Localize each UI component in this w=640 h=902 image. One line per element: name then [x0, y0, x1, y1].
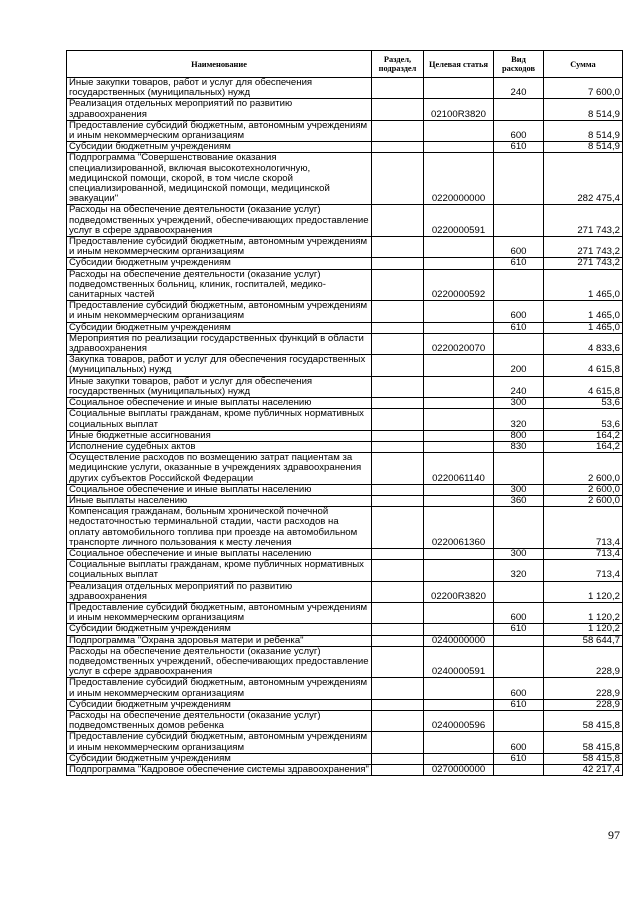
cell-sum: 713,4	[544, 560, 623, 581]
cell-target: 02200R3820	[424, 581, 494, 602]
cell-name: Подпрограмма "Совершенствование оказания специализированной, включая высокотехнологичную, медицинской помощи, скорой, в том числе скорой специализированной, медицинской помощи, медицинской эвакуации"	[67, 153, 372, 205]
cell-type: 240	[494, 376, 544, 397]
cell-sum: 58 644,7	[544, 635, 623, 646]
cell-target	[424, 120, 494, 141]
cell-name: Предоставление субсидий бюджетным, автономным учреждениям и иным некоммерческим организациям	[67, 732, 372, 753]
table-row	[67, 153, 623, 205]
cell-type	[494, 333, 544, 354]
cell-name: Субсидии бюджетным учреждениям	[67, 142, 372, 153]
table-row	[67, 602, 623, 623]
cell-type: 800	[494, 430, 544, 441]
cell-target	[424, 409, 494, 430]
table-row	[67, 355, 623, 376]
cell-target	[424, 430, 494, 441]
cell-sum: 164,2	[544, 441, 623, 452]
table-row	[67, 78, 623, 99]
cell-name: Расходы на обеспечение деятельности (оказание услуг) подведомственных больниц, клиник, госпиталей, медико-санитарных частей	[67, 269, 372, 301]
cell-sum: 713,4	[544, 507, 623, 549]
cell-type	[494, 99, 544, 120]
cell-name: Подпрограмма "Охрана здоровья матери и ребенка"	[67, 635, 372, 646]
cell-section	[372, 678, 424, 699]
cell-section	[372, 430, 424, 441]
cell-section	[372, 732, 424, 753]
table-row	[67, 409, 623, 430]
cell-type: 600	[494, 237, 544, 258]
cell-section	[372, 699, 424, 710]
page-number: 97	[608, 828, 620, 842]
cell-section	[372, 710, 424, 731]
cell-target: 0220000591	[424, 205, 494, 237]
cell-name: Расходы на обеспечение деятельности (оказание услуг) подведомственных домов ребенка	[67, 710, 372, 731]
cell-type: 610	[494, 142, 544, 153]
cell-section	[372, 258, 424, 269]
cell-sum: 4 615,8	[544, 355, 623, 376]
cell-name: Компенсация гражданам, больным хронической почечной недостаточностью терминальной стадии, части расходов на оплату автомобильного топлива при проезде на автомобильном транспорте личного пользования к месту лечения	[67, 507, 372, 549]
cell-section	[372, 624, 424, 635]
table-row	[67, 548, 623, 559]
cell-target	[424, 753, 494, 764]
cell-type: 320	[494, 409, 544, 430]
cell-section	[372, 376, 424, 397]
cell-name: Реализация отдельных мероприятий по развитию здравоохранения	[67, 581, 372, 602]
cell-section	[372, 398, 424, 409]
cell-sum: 8 514,9	[544, 142, 623, 153]
table-row	[67, 120, 623, 141]
cell-section	[372, 560, 424, 581]
cell-sum: 228,9	[544, 678, 623, 699]
table-row	[67, 301, 623, 322]
cell-target: 0240000596	[424, 710, 494, 731]
table-row	[67, 495, 623, 506]
cell-name: Субсидии бюджетным учреждениям	[67, 699, 372, 710]
cell-target: 0220061140	[424, 453, 494, 485]
table-row	[67, 753, 623, 764]
cell-target	[424, 548, 494, 559]
cell-sum: 8 514,9	[544, 120, 623, 141]
cell-type: 610	[494, 258, 544, 269]
table-row	[67, 453, 623, 485]
cell-target	[424, 142, 494, 153]
cell-name: Иные бюджетные ассигнования	[67, 430, 372, 441]
cell-sum: 7 600,0	[544, 78, 623, 99]
cell-section	[372, 581, 424, 602]
cell-sum: 713,4	[544, 548, 623, 559]
cell-section	[372, 142, 424, 153]
header-section: Раздел, подраздел	[372, 51, 424, 78]
cell-sum: 2 600,0	[544, 484, 623, 495]
cell-target: 0220000000	[424, 153, 494, 205]
cell-type	[494, 710, 544, 731]
header-row	[67, 51, 623, 78]
cell-type: 610	[494, 699, 544, 710]
table-row	[67, 699, 623, 710]
cell-type: 600	[494, 301, 544, 322]
cell-type	[494, 635, 544, 646]
cell-target	[424, 560, 494, 581]
cell-section	[372, 646, 424, 678]
header-name: Наименование	[67, 51, 372, 78]
table-row	[67, 258, 623, 269]
cell-target	[424, 678, 494, 699]
cell-type: 600	[494, 732, 544, 753]
cell-sum: 1 120,2	[544, 581, 623, 602]
cell-target	[424, 441, 494, 452]
cell-section	[372, 205, 424, 237]
cell-type: 610	[494, 624, 544, 635]
cell-name: Социальное обеспечение и иные выплаты населению	[67, 548, 372, 559]
cell-target: 0220061360	[424, 507, 494, 549]
cell-section	[372, 765, 424, 776]
cell-section	[372, 322, 424, 333]
cell-sum: 271 743,2	[544, 237, 623, 258]
cell-name: Закупка товаров, работ и услуг для обеспечения государственных (муниципальных) нужд	[67, 355, 372, 376]
cell-name: Субсидии бюджетным учреждениям	[67, 624, 372, 635]
table-row	[67, 765, 623, 776]
cell-sum: 1 465,0	[544, 269, 623, 301]
cell-section	[372, 507, 424, 549]
cell-type: 300	[494, 398, 544, 409]
cell-section	[372, 753, 424, 764]
cell-target	[424, 322, 494, 333]
cell-type	[494, 205, 544, 237]
cell-target: 0240000000	[424, 635, 494, 646]
cell-name: Иные закупки товаров, работ и услуг для обеспечения государственных (муниципальных) нужд	[67, 78, 372, 99]
cell-name: Субсидии бюджетным учреждениям	[67, 258, 372, 269]
cell-sum: 53,6	[544, 409, 623, 430]
cell-section	[372, 78, 424, 99]
table-row	[67, 678, 623, 699]
cell-name: Иные закупки товаров, работ и услуг для обеспечения государственных (муниципальных) нужд	[67, 376, 372, 397]
cell-target: 0220000592	[424, 269, 494, 301]
cell-type: 300	[494, 548, 544, 559]
table-row	[67, 635, 623, 646]
budget-table	[66, 50, 623, 776]
cell-type	[494, 269, 544, 301]
table-row	[67, 99, 623, 120]
cell-type: 610	[494, 322, 544, 333]
cell-section	[372, 409, 424, 430]
cell-section	[372, 269, 424, 301]
cell-name: Реализация отдельных мероприятий по развитию здравоохранения	[67, 99, 372, 120]
table-body	[67, 78, 623, 776]
cell-target	[424, 699, 494, 710]
cell-sum: 1 465,0	[544, 301, 623, 322]
cell-sum: 58 415,8	[544, 710, 623, 731]
cell-type: 600	[494, 678, 544, 699]
cell-section	[372, 484, 424, 495]
cell-sum: 8 514,9	[544, 99, 623, 120]
cell-name: Предоставление субсидий бюджетным, автономным учреждениям и иным некоммерческим организациям	[67, 678, 372, 699]
cell-type: 240	[494, 78, 544, 99]
cell-name: Социальное обеспечение и иные выплаты населению	[67, 484, 372, 495]
cell-type: 360	[494, 495, 544, 506]
cell-section	[372, 120, 424, 141]
cell-name: Субсидии бюджетным учреждениям	[67, 753, 372, 764]
cell-target	[424, 301, 494, 322]
cell-sum: 282 475,4	[544, 153, 623, 205]
cell-type	[494, 765, 544, 776]
cell-sum: 2 600,0	[544, 453, 623, 485]
cell-section	[372, 355, 424, 376]
cell-target: 02100R3820	[424, 99, 494, 120]
cell-target	[424, 237, 494, 258]
table-header	[67, 51, 623, 78]
table-row	[67, 430, 623, 441]
cell-sum: 228,9	[544, 646, 623, 678]
table-row	[67, 507, 623, 549]
table-row	[67, 646, 623, 678]
cell-section	[372, 99, 424, 120]
cell-target: 0220020070	[424, 333, 494, 354]
table-row	[67, 333, 623, 354]
cell-type: 600	[494, 120, 544, 141]
cell-type: 600	[494, 602, 544, 623]
table-row	[67, 398, 623, 409]
cell-sum: 228,9	[544, 699, 623, 710]
cell-sum: 4 615,8	[544, 376, 623, 397]
table-row	[67, 560, 623, 581]
cell-target: 0270000000	[424, 765, 494, 776]
cell-name: Расходы на обеспечение деятельности (оказание услуг) подведомственных учреждений, обеспечивающих предоставление услуг в сфере здравоохранения	[67, 205, 372, 237]
cell-sum: 1 120,2	[544, 602, 623, 623]
cell-section	[372, 548, 424, 559]
cell-section	[372, 602, 424, 623]
cell-target	[424, 602, 494, 623]
cell-name: Социальное обеспечение и иные выплаты населению	[67, 398, 372, 409]
cell-name: Предоставление субсидий бюджетным, автономным учреждениям и иным некоммерческим организациям	[67, 120, 372, 141]
table-row	[67, 142, 623, 153]
cell-type	[494, 581, 544, 602]
cell-name: Подпрограмма "Кадровое обеспечение системы здравоохранения"	[67, 765, 372, 776]
cell-section	[372, 441, 424, 452]
cell-name: Социальные выплаты гражданам, кроме публичных нормативных социальных выплат	[67, 409, 372, 430]
cell-name: Социальные выплаты гражданам, кроме публичных нормативных социальных выплат	[67, 560, 372, 581]
cell-sum: 53,6	[544, 398, 623, 409]
cell-type: 830	[494, 441, 544, 452]
cell-type	[494, 453, 544, 485]
cell-sum: 4 833,6	[544, 333, 623, 354]
cell-sum: 271 743,2	[544, 205, 623, 237]
cell-section	[372, 495, 424, 506]
cell-type: 320	[494, 560, 544, 581]
cell-name: Расходы на обеспечение деятельности (оказание услуг) подведомственных учреждений, обеспечивающих предоставление услуг в сфере здравоохранения	[67, 646, 372, 678]
cell-section	[372, 333, 424, 354]
cell-target	[424, 376, 494, 397]
cell-name: Субсидии бюджетным учреждениям	[67, 322, 372, 333]
cell-type: 200	[494, 355, 544, 376]
cell-name: Осуществление расходов по возмещению затрат пациентам за медицинские услуги, оказанные в учреждениях здравоохранения других субъектов Российской Федерации	[67, 453, 372, 485]
cell-name: Предоставление субсидий бюджетным, автономным учреждениям и иным некоммерческим организациям	[67, 237, 372, 258]
cell-type	[494, 507, 544, 549]
cell-sum: 58 415,8	[544, 753, 623, 764]
cell-name: Исполнение судебных актов	[67, 441, 372, 452]
cell-target	[424, 624, 494, 635]
table-row	[67, 710, 623, 731]
table-row	[67, 484, 623, 495]
cell-target	[424, 484, 494, 495]
cell-type: 300	[494, 484, 544, 495]
cell-type: 610	[494, 753, 544, 764]
cell-sum: 164,2	[544, 430, 623, 441]
cell-sum: 1 120,2	[544, 624, 623, 635]
cell-type	[494, 153, 544, 205]
cell-section	[372, 153, 424, 205]
cell-name: Предоставление субсидий бюджетным, автономным учреждениям и иным некоммерческим организациям	[67, 301, 372, 322]
cell-sum: 42 217,4	[544, 765, 623, 776]
table-row	[67, 624, 623, 635]
cell-name: Предоставление субсидий бюджетным, автономным учреждениям и иным некоммерческим организациям	[67, 602, 372, 623]
table-row	[67, 376, 623, 397]
table-row	[67, 441, 623, 452]
cell-sum: 58 415,8	[544, 732, 623, 753]
table-row	[67, 732, 623, 753]
header-type: Вид расходов	[494, 51, 544, 78]
table-row	[67, 322, 623, 333]
cell-target	[424, 398, 494, 409]
cell-section	[372, 301, 424, 322]
table-row	[67, 205, 623, 237]
cell-sum: 2 600,0	[544, 495, 623, 506]
cell-target	[424, 78, 494, 99]
header-target: Целевая статья	[424, 51, 494, 78]
cell-section	[372, 453, 424, 485]
table-row	[67, 581, 623, 602]
cell-target: 0240000591	[424, 646, 494, 678]
cell-type	[494, 646, 544, 678]
cell-target	[424, 258, 494, 269]
table-row	[67, 237, 623, 258]
table-row	[67, 269, 623, 301]
cell-target	[424, 355, 494, 376]
cell-target	[424, 732, 494, 753]
cell-sum: 1 465,0	[544, 322, 623, 333]
cell-name: Мероприятия по реализации государственных функций в области здравоохранения	[67, 333, 372, 354]
cell-section	[372, 237, 424, 258]
cell-name: Иные выплаты населению	[67, 495, 372, 506]
cell-target	[424, 495, 494, 506]
cell-section	[372, 635, 424, 646]
cell-sum: 271 743,2	[544, 258, 623, 269]
header-sum: Сумма	[544, 51, 623, 78]
